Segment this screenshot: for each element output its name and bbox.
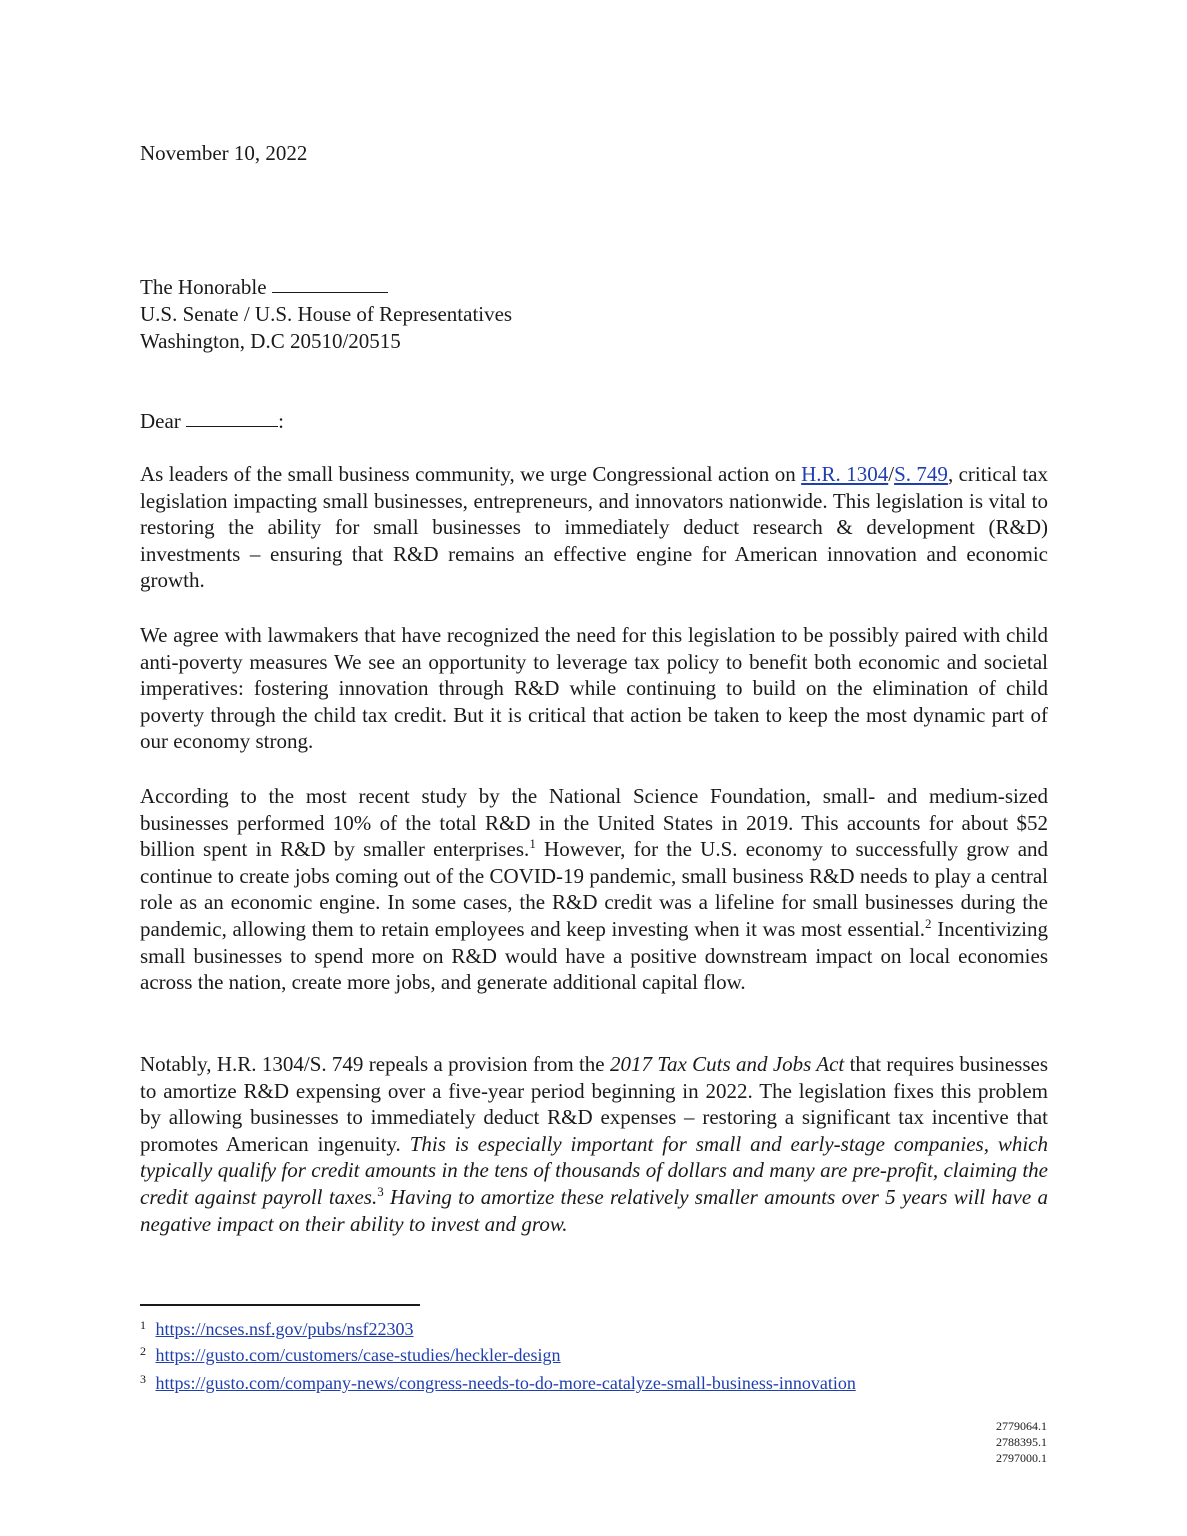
footnote-number: 1 xyxy=(140,1318,146,1332)
footnote-3-link[interactable]: https://gusto.com/company-news/congress-needs-to-do-more-catalyze-small-business-innovation xyxy=(155,1373,856,1393)
salutation xyxy=(140,408,284,435)
footnote-2 xyxy=(140,1344,561,1366)
hr-1304-link[interactable]: H.R. 1304 xyxy=(801,462,889,486)
s-749-link[interactable]: S. 749 xyxy=(894,462,948,486)
doc-number: 2788395.1 xyxy=(996,1435,1047,1449)
honorific: The Honorable xyxy=(140,275,267,299)
paragraph-3: According to the most recent study by the National Science Foundation, small- and medium-sized businesses performed 10% of the total R&D in the United States in 2019. This accounts for about $52 billion spent in R&D by smaller enterprises.$^1$ However, for the U.S. economy to successfully grow and continue to create jobs coming out of the COVID-19 pandemic, small business R&D needs to play a central role as an economic engine. In some cases, the R&D credit was a lifeline for small businesses during the pandemic, allowing them to retain employees and keep investing when it was most essential.$^2$ Incentivizing small businesses to spend more on R&D would have a positive downstream impact on local economies across the nation, create more jobs, and generate additional capital flow. xyxy=(140,784,1049,995)
recipient-name-blank xyxy=(272,274,388,293)
salutation-prefix: Dear xyxy=(140,409,181,433)
footnote-1-link[interactable]: https://ncses.nsf.gov/pubs/nsf22303 xyxy=(155,1319,414,1339)
footnote-divider xyxy=(140,1304,420,1306)
footnote-3 xyxy=(140,1372,856,1394)
recipient-address xyxy=(140,274,512,355)
address-line-3: Washington, D.C 20510/20515 xyxy=(140,329,401,353)
address-line-2: U.S. Senate / U.S. House of Representatives xyxy=(140,302,513,326)
footnote-ref-2: 2 xyxy=(925,915,932,931)
address-line-1 xyxy=(140,274,512,301)
footnote-number: 2 xyxy=(140,1344,146,1358)
footnote-1 xyxy=(140,1318,414,1340)
act-title: 2017 Tax Cuts and Jobs Act xyxy=(609,1052,845,1076)
doc-number: 2797000.1 xyxy=(996,1451,1047,1465)
paragraph-2: We agree with lawmakers that have recognized the need for this legislation to be possibly paired with child anti-poverty measures We see an opportunity to leverage tax policy to benefit both economic and societal imperatives: fostering innovation through R&D while continuing to build on the elimination of child poverty through the child tax credit. But it is critical that action be taken to keep the most dynamic part of our economy strong. xyxy=(140,623,1048,754)
salutation-suffix: : xyxy=(278,409,284,433)
footnote-ref-3: 3 xyxy=(377,1183,384,1199)
document-numbers xyxy=(996,1418,1047,1466)
footnote-ref-1: 1 xyxy=(529,836,536,852)
letter-date: November 10, 2022 xyxy=(140,141,308,165)
footnote-2-link[interactable]: https://gusto.com/customers/case-studies/heckler-design xyxy=(155,1345,561,1365)
doc-number: 2779064.1 xyxy=(996,1419,1047,1433)
salutation-name-blank xyxy=(186,408,278,427)
paragraph-4: Notably, H.R. 1304/S. 749 repeals a provision from the 2017 Tax Cuts and Jobs Act that requires businesses to amortize R&D expensing over a five-year period beginning in 2022. The legislation fixes this problem by allowing businesses to immediately deduct R&D expenses – restoring a significant tax incentive that promotes American ingenuity. This is especially important for small and early-stage companies, which typically qualify for credit amounts in the tens of thousands of dollars and many are pre-profit, claiming the credit against payroll taxes.$^3$ Having to amortize these relatively smaller amounts over 5 years will have a negative impact on their ability to invest and grow. xyxy=(140,1052,1049,1236)
paragraph-1: As leaders of the small business community, we urge Congressional action on H.R. 1304/S. 749, critical tax legislation impacting small businesses, entrepreneurs, and innovators nationwide. This legislation is vital to restoring the ability for small businesses to immediately deduct research & development (R&D) investments – ensuring that R&D remains an effective engine for American innovation and economic growth. xyxy=(140,462,1048,593)
footnote-number: 3 xyxy=(140,1372,146,1386)
